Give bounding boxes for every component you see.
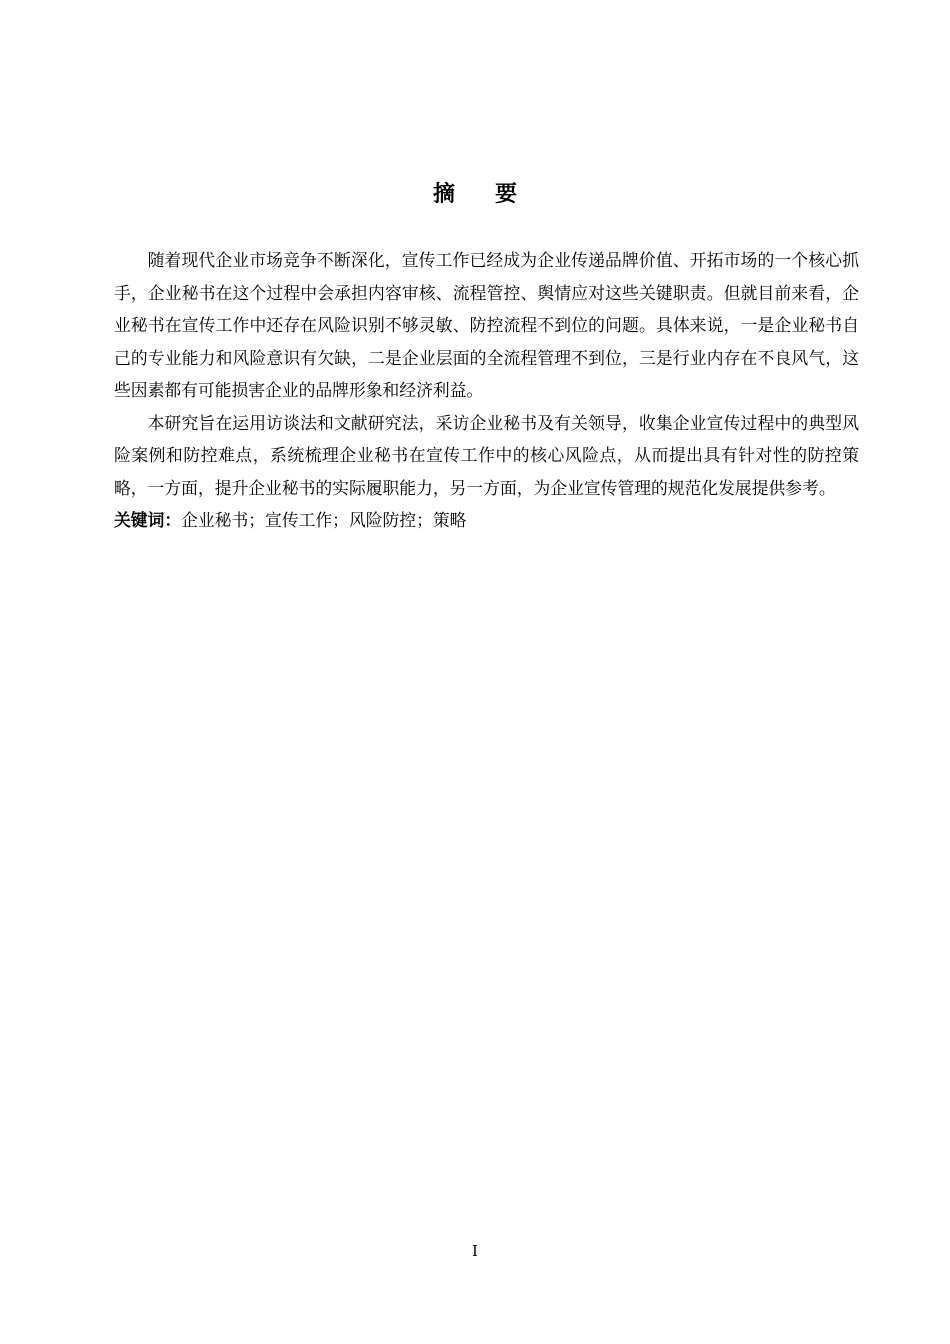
abstract-paragraph-2: 本研究旨在运用访谈法和文献研究法，采访企业秘书及有关领导，收集企业宣传过程中的典型风险案例和防控难点，系统梳理企业秘书在宣传工作中的核心风险点，从而提出具有针对性的防控策略，一方面，提升企业秘书的实际履职能力，另一方面，为企业宣传管理的规范化发展提供参考。 [114, 412, 859, 498]
page-number: I [472, 1242, 478, 1260]
abstract-body [114, 244, 859, 537]
abstract-paragraph-1: 随着现代企业市场竞争不断深化，宣传工作已经成为企业传递品牌价值、开拓市场的一个核心抓手，企业秘书在这个过程中会承担内容审核、流程管控、舆情应对这些关键职责。但就目前来看，企业秘书在宣传工作中还存在风险识别不够灵敏、防控流程不到位的问题。具体来说，一是企业秘书自己的专业能力和风险意识有欠缺，二是企业层面的全流程管理不到位，三是行业内存在不良风气，这些因素都有可能损害企业的品牌形象和经济利益。 [114, 250, 859, 400]
keywords-label: 关键词： [114, 510, 182, 530]
keywords-line [114, 504, 859, 537]
keywords-text: 企业秘书；宣传工作；风险防控；策略 [181, 510, 467, 530]
abstract-title: 摘要 [432, 182, 557, 207]
